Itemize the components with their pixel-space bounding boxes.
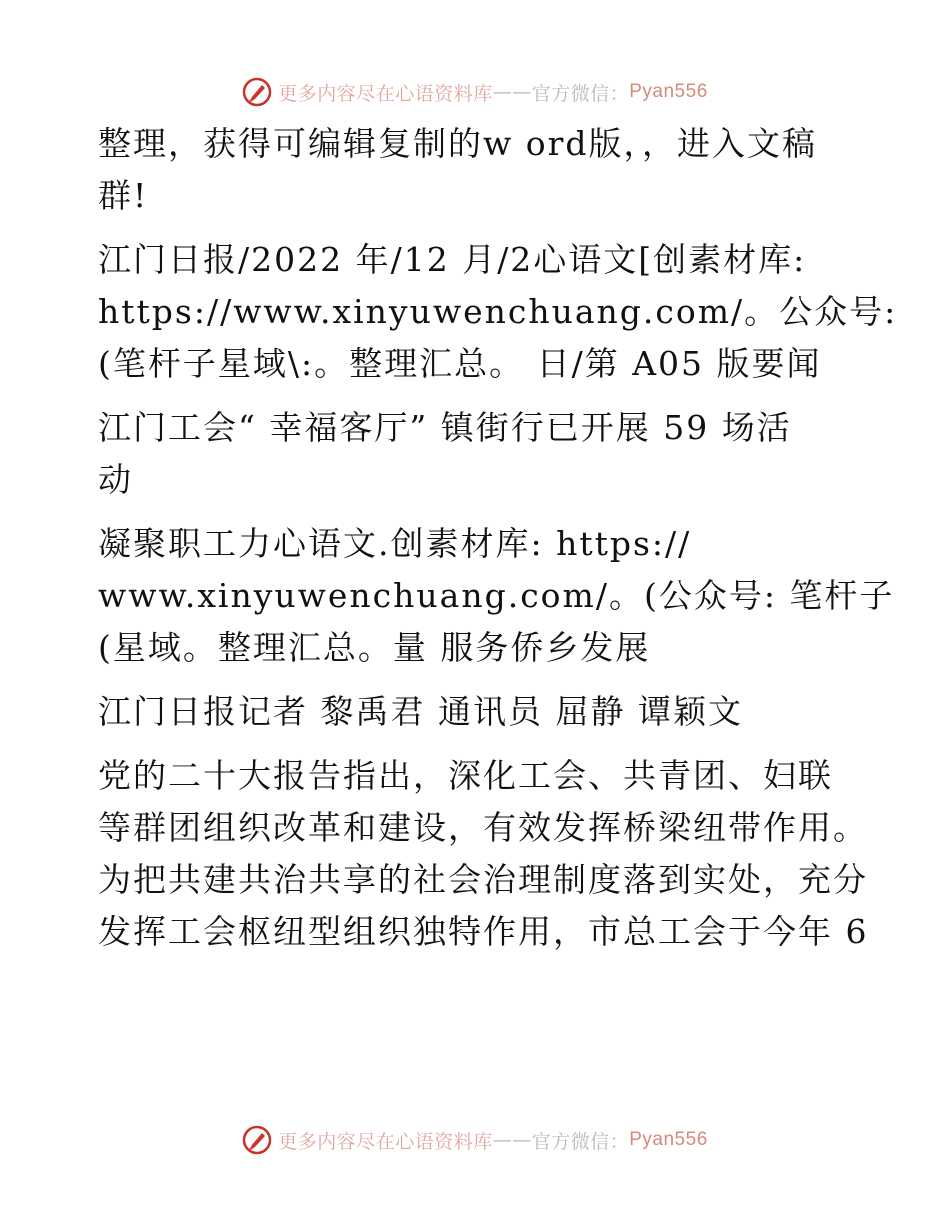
text-line: 发挥工会枢纽型组织独特作用，市总工会于今年 6 [98, 912, 869, 951]
logo-icon [242, 77, 272, 107]
footer-wechat-id: Pyan556 [629, 1129, 708, 1150]
text-line: (笔杆子星域\:。整理汇总。 日/第 A05 版要闻 [98, 344, 822, 383]
text-line: (星域。整理汇总。量 服务侨乡发展 [98, 628, 651, 667]
text-line: 等群团组织改革和建设，有效发挥桥梁纽带作用。 [98, 808, 868, 847]
text-line: 为把共建共治共享的社会治理制度落到实处，充分 [98, 860, 868, 899]
text-line: 凝聚职工力心语文.创素材库: https:// [98, 524, 692, 563]
footer-banner-text: 更多内容尽在心语资料库 [278, 1130, 493, 1153]
text-line: https://www.xinyuwenchuang.com/。公众号: [98, 292, 898, 331]
header-banner-label: 官方微信： [531, 82, 630, 105]
header-banner [0, 72, 950, 112]
text-line: 群! [98, 176, 149, 215]
text-line: 动 [98, 460, 133, 499]
text-line: www.xinyuwenchuang.com/。(公众号: 笔杆子 [98, 576, 895, 615]
footer-banner-dash: —— [492, 1129, 532, 1151]
logo-icon [242, 1125, 272, 1155]
footer-banner-label: 官方微信： [531, 1130, 630, 1153]
text-line: 江门工会“ 幸福客厅” 镇街行已开展 59 场活 [98, 408, 792, 447]
footer-banner [0, 1120, 950, 1160]
header-banner-text: 更多内容尽在心语资料库 [278, 82, 493, 105]
text-line: 江门日报/2022 年/12 月/2心语文[创素材库: [98, 240, 807, 279]
header-banner-dash: —— [492, 81, 532, 103]
header-wechat-id: Pyan556 [629, 81, 708, 102]
text-line: 整理，获得可编辑复制的w ord版，，进入文稿 [98, 124, 818, 163]
article-body [98, 118, 898, 958]
text-line: 江门日报记者 黎禹君 通讯员 屈静 谭颖文 [98, 692, 743, 731]
text-line: 党的二十大报告指出，深化工会、共青团、妇联 [98, 756, 833, 795]
